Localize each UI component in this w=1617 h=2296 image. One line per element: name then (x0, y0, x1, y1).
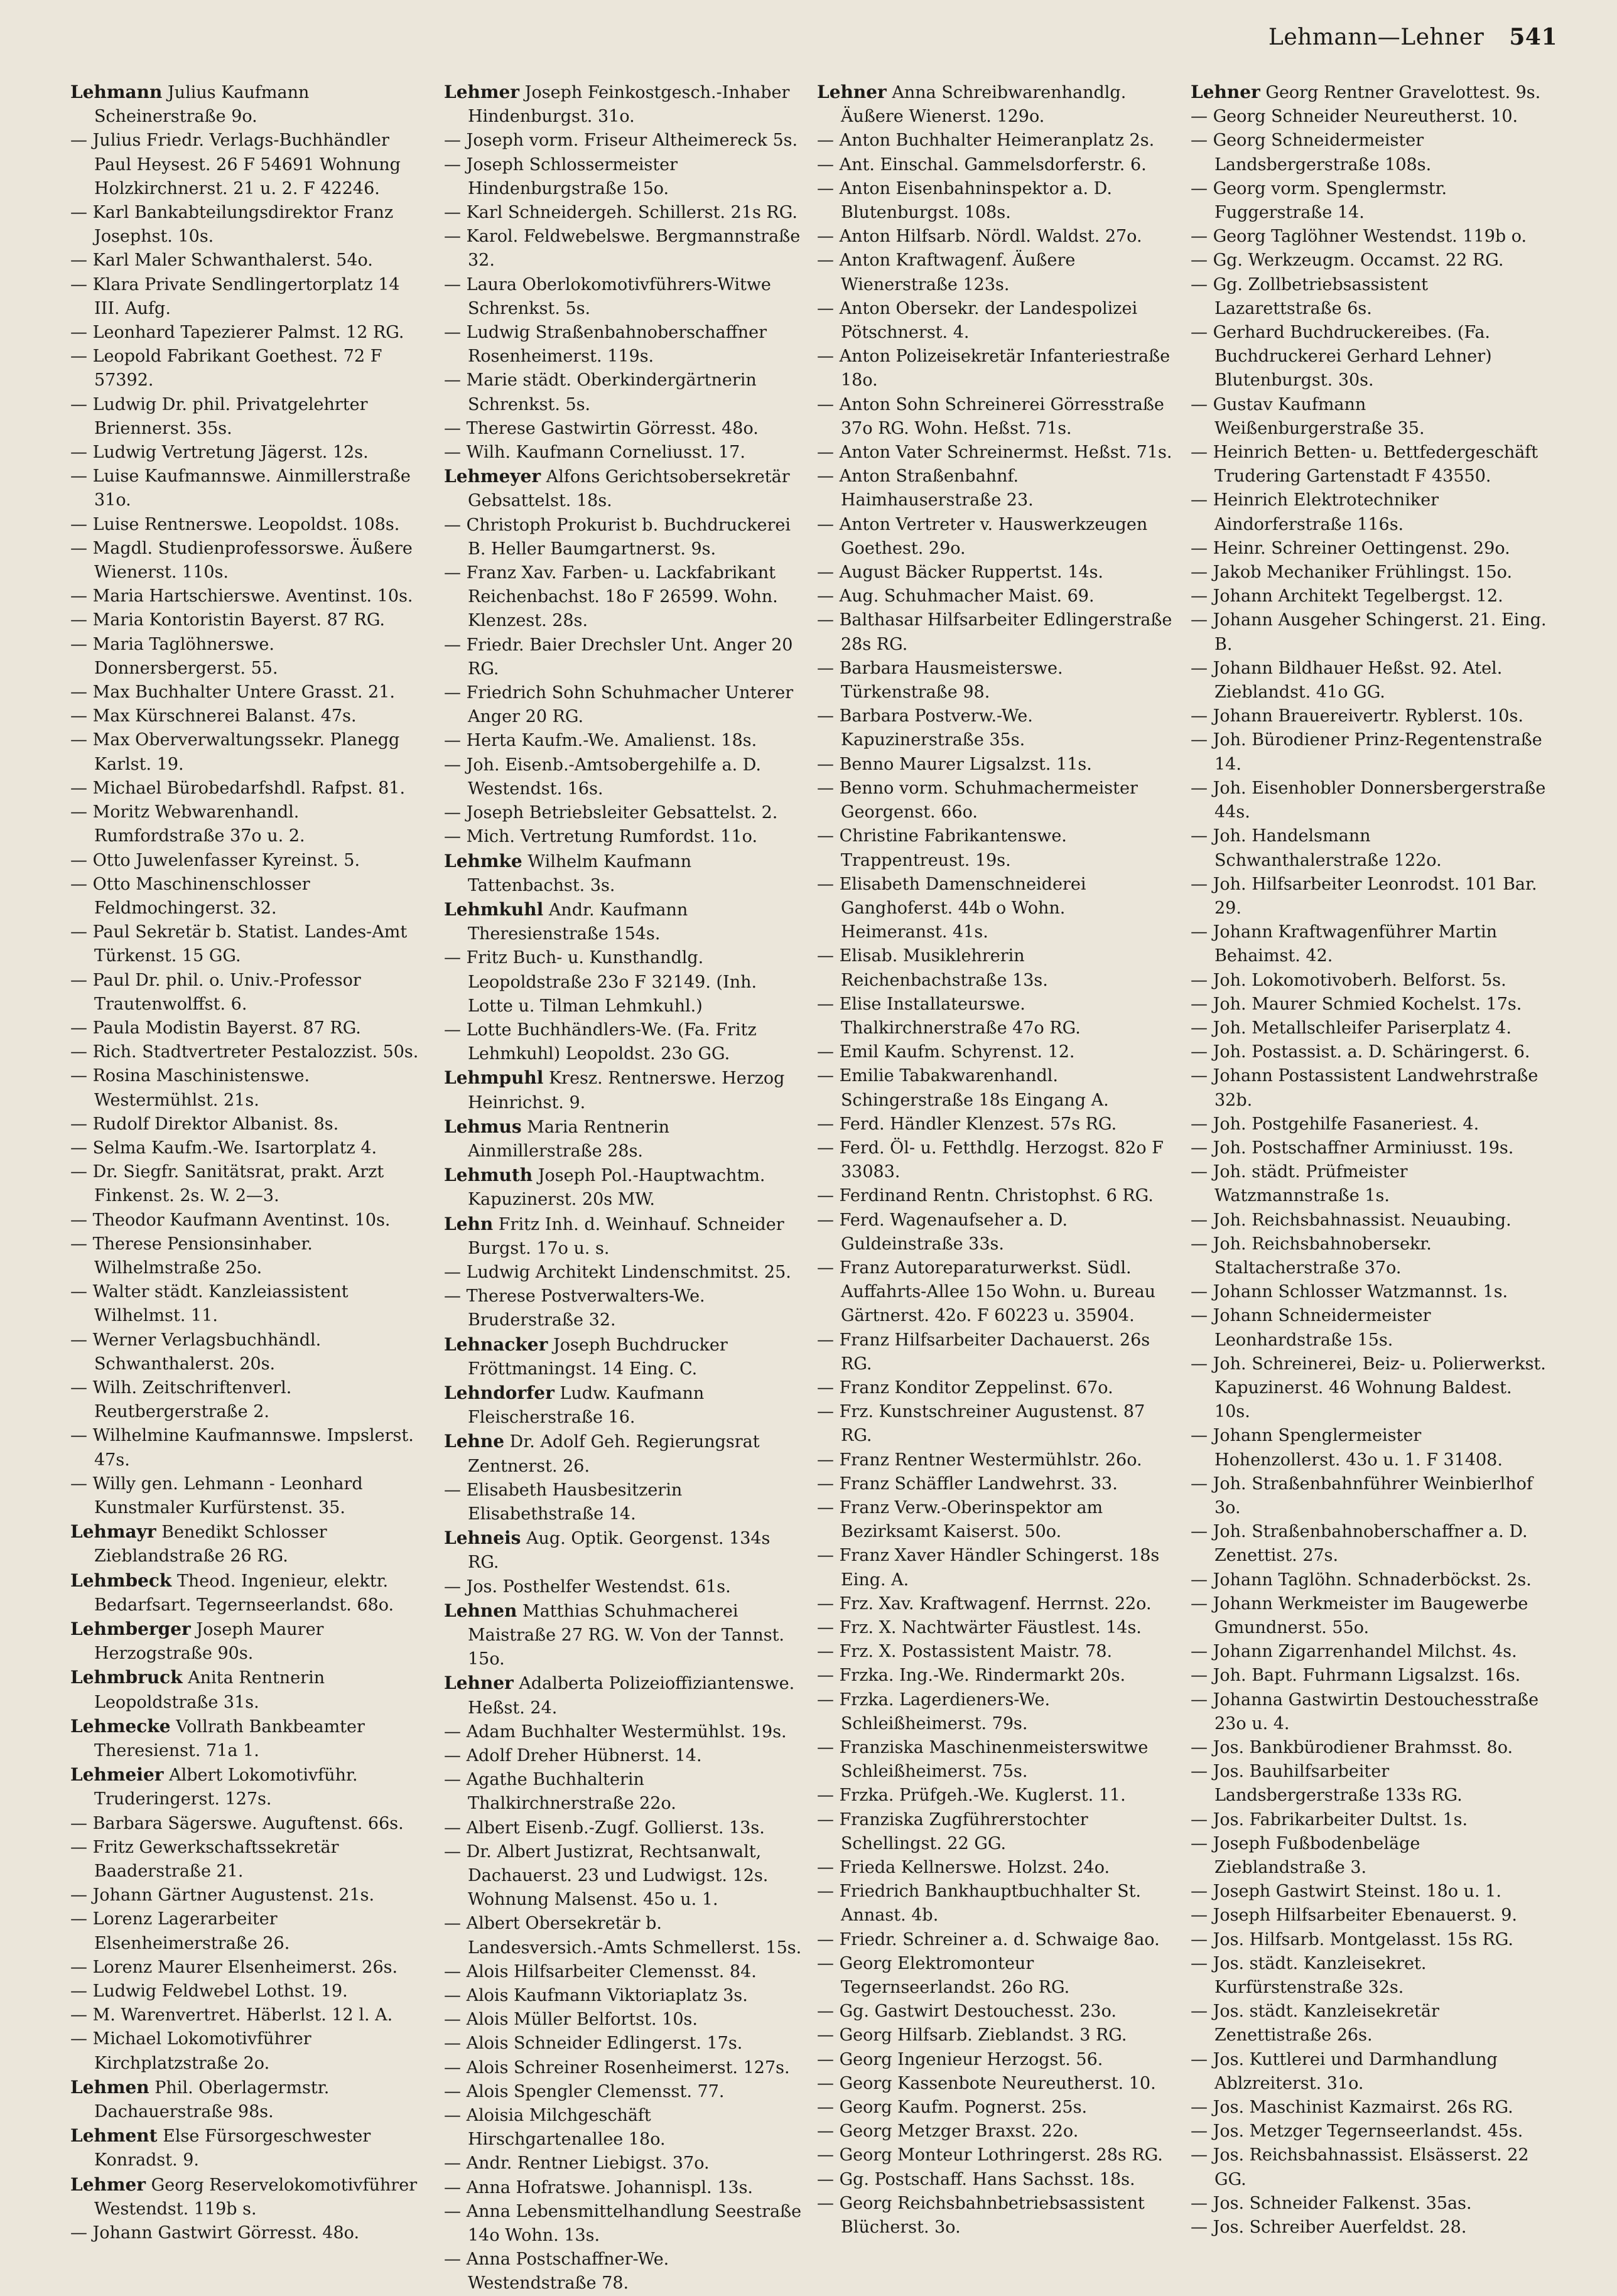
directory-entry: — Fritz Buch- u. Kunsthandlg. Leopoldstraße 23o F 32149. (Inh. Lotte u. Tilman Lehmkuhl.) (444, 948, 757, 1016)
column-2 (444, 80, 802, 2293)
column-3 (817, 80, 1175, 2238)
directory-entry: — Georg vorm. Spenglermstr. Fuggerstraße 14. (1191, 178, 1447, 223)
directory-entry: — Franz Autoreparaturwerkst. Südl. Auffahrts-Allee 15o Wohn. u. Bureau Gärtnerst. 42o. F 60223 u. 35904. (817, 1258, 1156, 1326)
directory-entry: — Heinrich Betten- u. Bettfedergeschäft Trudering Gartenstadt F 43550. (1191, 443, 1539, 487)
directory-entry: — Paul Dr. phil. o. Univ.-Professor Trautenwolffst. 6. (70, 970, 361, 1014)
directory-entry: — Joh. Eisenhobler Donnersbergerstraße 44s. (1191, 778, 1546, 822)
directory-entry: — Alois Müller Belfortst. 10s. (444, 2010, 698, 2030)
directory-entry: — Selma Kaufm.-We. Isartorplatz 4. (70, 1138, 377, 1158)
directory-entry: — Anton Vater Schreinermst. Heßst. 71s. (817, 443, 1172, 463)
directory-entry: — Leonhard Tapezierer Palmst. 12 RG. (70, 323, 404, 343)
directory-entry: — Franz Rentner Westermühlstr. 26o. (817, 1450, 1142, 1470)
column-1 (70, 80, 428, 2243)
directory-entry: — Jos. Kuttlerei und Darmhandlung Ablzreiterst. 31o. (1191, 2049, 1498, 2093)
directory-entry: — Jos. Posthelfer Westendst. 61s. (444, 1576, 731, 1597)
directory-entry: Lehneis Aug. Optik. Georgenst. 134s RG. (444, 1528, 771, 1573)
directory-entry: — Julius Friedr. Verlags-Buchhändler Paul Heysest. 26 F 54691 Wohnung Holzkirchnerst. 21 u. 2. F 42246. (70, 131, 401, 198)
directory-entry: Lehnacker Joseph Buchdrucker Fröttmaningst. 14 Eing. C. (444, 1334, 728, 1379)
directory-entry: — Elisabeth Damenschneiderei Ganghoferst. 44b o Wohn. Heimeranst. 41s. (817, 874, 1086, 942)
directory-entry: — Karl Maler Schwanthalerst. 54o. (70, 251, 373, 271)
directory-entry: Lehmkuhl Andr. Kaufmann Theresienstraße 154s. (444, 898, 688, 944)
directory-entry: — Aug. Schuhmacher Maist. 69. (817, 586, 1095, 606)
directory-entry: — Georg Metzger Braxst. 22o. (817, 2121, 1079, 2142)
directory-entry: — Georg Kassenbote Neureutherst. 10. (817, 2073, 1156, 2093)
directory-entry: — Alois Schreiner Rosenheimerst. 127s. (444, 2057, 790, 2078)
directory-entry: — Ludwig Dr. phil. Privatgelehrter Briennerst. 35s. (70, 394, 368, 438)
directory-entry: — Alois Schneider Edlingerst. 17s. (444, 2034, 743, 2054)
directory-entry: — Barbara Hausmeisterswe. Türkenstraße 98. (817, 658, 1063, 703)
directory-entry: — Joseph vorm. Friseur Altheimereck 5s. (444, 131, 798, 151)
directory-entry: — Max Kürschnerei Balanst. 47s. (70, 706, 357, 726)
directory-entry: — Alois Kaufmann Viktoriaplatz 3s. (444, 1986, 748, 2006)
directory-entry: — Ferd. Wagenaufseher a. D. Guldeinstraße 33s. (817, 1210, 1068, 1254)
directory-entry: Lehmbruck Anita Rentnerin Leopoldstraße 31s. (70, 1667, 325, 1712)
directory-entry: — Frz. Xav. Kraftwagenf. Herrnst. 22o. (817, 1593, 1152, 1614)
directory-entry: — Maria Taglöhnerswe. Donnersbergerst. 55. (70, 634, 278, 678)
directory-entry: — Joh. Maurer Schmied Kochelst. 17s. (1191, 994, 1522, 1014)
directory-entry: — Gerhard Buchdruckereibes. (Fa. Buchdruckerei Gerhard Lehner) Blutenburgst. 30s. (1191, 323, 1492, 391)
directory-entry: — Albert Obersekretär b. Landesversich.-Amts Schmellerst. 15s. (444, 1914, 802, 1958)
directory-entry: — Franz Konditor Zeppelinst. 67o. (817, 1377, 1113, 1398)
directory-entry: — Friedrich Bankhauptbuchhalter St. Annast. 4b. (817, 1882, 1142, 1926)
directory-entry: — M. Warenvertret. Häberlst. 12 l. A. (70, 2005, 393, 2025)
directory-entry: — Johann Kraftwagenführer Martin Behaimst. 42. (1191, 922, 1498, 966)
directory-entry: — Johann Gastwirt Görresst. 48o. (70, 2223, 360, 2243)
directory-entry: — Elisab. Musiklehrerin Reichenbachstraße 13s. (817, 946, 1048, 990)
directory-entry: — Frz. X. Postassistent Maistr. 78. (817, 1642, 1113, 1662)
directory-entry: — Dr. Albert Justizrat, Rechtsanwalt, Dachauerst. 23 und Ludwigst. 12s. Wohnung Malsenst. 45o u. 1. (444, 1841, 769, 1910)
directory-entry: — Friedr. Schreiner a. d. Schwaige 8ao. (817, 1929, 1160, 1949)
directory-entry: — Joh. Schreinerei, Beiz- u. Polierwerkst. Kapuzinerst. 46 Wohnung Baldest. 10s. (1191, 1354, 1546, 1422)
directory-entry: — Joh. Bürodiener Prinz-Regentenstraße 14. (1191, 730, 1542, 774)
directory-entry: — Luise Rentnerswe. Leopoldst. 108s. (70, 514, 400, 534)
directory-entry: — Georg Reichsbahnbetriebsassistent Blücherst. 3o. (817, 2193, 1145, 2238)
directory-entry: — Frieda Kellnerswe. Holzst. 24o. (817, 1858, 1110, 1878)
directory-entry: — Alois Hilfsarbeiter Clemensst. 84. (444, 1961, 757, 1981)
directory-entry: — Christine Fabrikantenswe. Trappentreust. 19s. (817, 826, 1067, 870)
directory-entry: — Otto Maschinenschlosser Feldmochingerst. 32. (70, 874, 310, 918)
directory-entry: — Walter städt. Kanzleiassistent Wilhelmst. 11. (70, 1282, 349, 1326)
directory-entry: — Anna Lebensmittelhandlung Seestraße 14o Wohn. 13s. (444, 2201, 802, 2246)
directory-entry: — Georg Monteur Lothringerst. 28s RG. (817, 2145, 1163, 2165)
directory-entry: — Jos. Metzger Tegernseerlandst. 45s. (1191, 2121, 1523, 2142)
directory-entry: — Franziska Maschinenmeisterswitwe Schleißheimerst. 75s. (817, 1738, 1149, 1782)
directory-entry: — Paula Modistin Bayerst. 87 RG. (70, 1018, 361, 1038)
directory-entry: — Balthasar Hilfsarbeiter Edlingerstraße 28s RG. (817, 610, 1172, 654)
directory-entry: Lehmer Georg Reservelokomotivführer Westendst. 119b s. (70, 2174, 418, 2219)
directory-entry: — Joh. städt. Prüfmeister Watzmannstraße 1s. (1191, 1162, 1408, 1206)
directory-entry: — Joh. Straßenbahnführer Weinbierlhof 3o. (1191, 1474, 1533, 1517)
directory-entry: Lehmbeck Theod. Ingenieur, elektr. Bedarfsart. Tegernseerlandst. 68o. (70, 1570, 394, 1615)
directory-entry: — Klara Private Sendlingertorplatz 14 III. Aufg. (70, 274, 400, 318)
directory-entry: — Johann Postassistent Landwehrstraße 32b. (1191, 1066, 1539, 1110)
directory-entry: — Therese Pensionsinhaber. Wilhelmstraße 25o. (70, 1234, 313, 1278)
directory-entry: — Franz Schäffler Landwehrst. 33. (817, 1474, 1118, 1494)
directory-entry: Lehmann Julius Kaufmann Scheinerstraße 9o. (70, 82, 310, 127)
directory-entry: — Anton Eisenbahninspektor a. D. Blutenburgst. 108s. (817, 178, 1112, 223)
directory-entry: — Rudolf Direktor Albanist. 8s. (70, 1114, 339, 1134)
directory-entry: — Benno Maurer Ligsalzst. 11s. (817, 754, 1092, 774)
directory-entry: Lehmus Maria Rentnerin Ainmillerstraße 28s. (444, 1116, 670, 1161)
directory-entry: — Adam Buchhalter Westermühlst. 19s. (444, 1722, 787, 1742)
directory-entry: — Moritz Webwarenhandl. Rumfordstraße 37o u. 2. (70, 802, 305, 846)
directory-entry: — Joh. Straßenbahnoberschaffner a. D. Zenettist. 27s. (1191, 1522, 1528, 1566)
directory-entry: Lehmke Wilhelm Kaufmann Tattenbachst. 3s. (444, 850, 692, 895)
directory-entry: — Joseph Schlossermeister Hindenburgstraße 15o. (444, 154, 678, 198)
directory-entry: — Ferd. Öl- u. Fetthdlg. Herzogst. 82o F 33083. (817, 1138, 1164, 1182)
directory-entry: Lehne Dr. Adolf Geh. Regierungsrat Zentnerst. 26. (444, 1431, 760, 1476)
directory-entry: — Therese Postverwalters-We. Bruderstraße 32. (444, 1286, 705, 1330)
directory-entry: — Gg. Zollbetriebsassistent Lazarettstraße 6s. (1191, 274, 1429, 318)
directory-entry: — Georg Taglöhner Westendst. 119b o. (1191, 227, 1527, 247)
directory-entry: — Maria Kontoristin Bayerst. 87 RG. (70, 610, 386, 630)
directory-entry: — Benno vorm. Schuhmachermeister Georgenst. 66o. (817, 778, 1138, 822)
directory-entry: — Joh. Hilfsarbeiter Leonrodst. 101 Bar. 29. (1191, 874, 1537, 918)
directory-entry: — Wilh. Kaufmann Corneliusst. 17. (444, 443, 745, 463)
directory-entry: — Georg Kaufm. Pognerst. 25s. (817, 2098, 1088, 2118)
directory-entry: — Ant. Einschal. Gammelsdorferstr. 6. (817, 154, 1147, 175)
directory-entry: — Johanna Gastwirtin Destouchesstraße 23o u. 4. (1191, 1690, 1539, 1733)
directory-entry: — Dr. Siegfr. Sanitätsrat, prakt. Arzt Finkenst. 2s. W. 2—3. (70, 1162, 384, 1206)
directory-entry: — Karl Bankabteilungsdirektor Franz Josephst. 10s. (70, 203, 394, 247)
directory-entry: — Franz Hilfsarbeiter Dachauerst. 26s RG. (817, 1330, 1150, 1374)
directory-entry: Lehner Georg Rentner Gravelottest. 9s. (1191, 82, 1541, 102)
directory-entry: Lehner Adalberta Polizeioffiziantenswe. Heßst. 24. (444, 1673, 795, 1718)
directory-entry: — Frz. X. Nachtwärter Fäustlest. 14s. (817, 1618, 1142, 1637)
directory-columns (70, 80, 1559, 2293)
directory-entry: — Anton Hilfsarb. Nördl. Waldst. 27o. (817, 227, 1142, 247)
directory-entry: Lehmeier Albert Lokomotivführ. Truderingerst. 127s. (70, 1764, 358, 1809)
directory-entry: — Georg Ingenieur Herzogst. 56. (817, 2049, 1103, 2069)
directory-entry: — Frzka. Lagerdieners-We. Schleißheimerst. 79s. (817, 1690, 1051, 1733)
directory-entry: — Wilh. Zeitschriftenverl. Reutbergerstraße 2. (70, 1377, 292, 1422)
directory-entry: — Emil Kaufm. Schyrenst. 12. (817, 1042, 1075, 1062)
directory-entry: — Theodor Kaufmann Aventinst. 10s. (70, 1210, 391, 1230)
directory-entry: — Gustav Kaufmann Weißenburgerstraße 35. (1191, 394, 1425, 438)
directory-entry: — Friedr. Baier Drechsler Unt. Anger 20 RG. (444, 635, 793, 679)
directory-entry: — Lotte Buchhändlers-We. (Fa. Fritz Lehmkuhl) Leopoldst. 23o GG. (444, 1020, 757, 1064)
directory-entry: — Georg Hilfsarb. Zieblandst. 3 RG. (817, 2025, 1127, 2045)
directory-entry: — Elise Installateurswe. Thalkirchnerstraße 47o RG. (817, 994, 1081, 1038)
directory-entry: — Ludwig Feldwebel Lothst. 19. (70, 1981, 348, 2002)
directory-entry: — Paul Sekretär b. Statist. Landes-Amt Türkenst. 15 GG. (70, 922, 408, 966)
directory-entry: — Emilie Tabakwarenhandl. Schingerstraße 18s Eingang A. (817, 1066, 1109, 1110)
directory-entry: — Joh. Eisenb.-Amtsobergehilfe a. D. Westendst. 16s. (444, 755, 762, 799)
directory-entry: — Willy gen. Lehmann - Leonhard Kunstmaler Kurfürstenst. 35. (70, 1474, 363, 1517)
directory-entry: — Johann Gärtner Augustenst. 21s. (70, 1885, 375, 1905)
page-header (1268, 24, 1557, 50)
directory-entry: — Franz Verw.-Oberinspektor am Bezirksamt Kaiserst. 50o. (817, 1497, 1103, 1542)
directory-entry: — Max Oberverwaltungssekr. Planegg Karlst. 19. (70, 730, 400, 774)
directory-entry: — Jos. Bankbürodiener Brahmsst. 8o. (1191, 1738, 1513, 1758)
directory-entry: — Lorenz Maurer Elsenheimerst. 26s. (70, 1957, 398, 1977)
directory-entry: — Georg Elektromonteur Tegernseerlandst. 26o RG. (817, 1953, 1070, 1998)
directory-entry: — Heinr. Schreiner Oettingenst. 29o. (1191, 538, 1510, 558)
directory-entry: — Michael Lokomotivführer Kirchplatzstraße 2o. (70, 2029, 311, 2073)
directory-entry: — Anton Obersekr. der Landespolizei Pötschnerst. 4. (817, 298, 1138, 343)
directory-entry: — Jos. städt. Kanzleisekret. Kurfürstenstraße 32s. (1191, 1953, 1427, 1998)
directory-entry: — Gg. Gastwirt Destouchesst. 23o. (817, 2002, 1117, 2022)
directory-entry: Lehmayr Benedikt Schlosser Zieblandstraße 26 RG. (70, 1521, 327, 1566)
directory-entry: — Joh. Reichsbahnobersekr. Staltacherstraße 37o. (1191, 1234, 1432, 1278)
directory-entry: — Jos. Schneider Falkenst. 35as. (1191, 2193, 1472, 2213)
directory-entry: — Joh. Handelsmann Schwanthalerstraße 122o. (1191, 826, 1442, 870)
directory-entry: — Joh. Postgehilfe Fasaneriest. 4. (1191, 1114, 1479, 1134)
directory-entry: — Alois Spengler Clemensst. 77. (444, 2081, 725, 2101)
directory-entry: — Rich. Stadtvertreter Pestalozzist. 50s. (70, 1042, 419, 1062)
directory-entry: — Anna Hofratswe. Johannispl. 13s. (444, 2177, 754, 2197)
running-head: Lehmann—Lehner (1268, 24, 1485, 50)
directory-entry: — Johann Ausgeher Schingerst. 21. Eing. B. (1191, 610, 1547, 654)
directory-entry: — Adolf Dreher Hübnerst. 14. (444, 1746, 702, 1766)
directory-entry: — Johann Bildhauer Heßst. 92. Atel. Zieblandst. 41o GG. (1191, 658, 1503, 703)
directory-entry: — Joh. Postassist. a. D. Schäringerst. 6. (1191, 1042, 1530, 1062)
directory-entry: — Joseph Gastwirt Steinst. 18o u. 1. (1191, 1882, 1501, 1902)
directory-entry: — Johann Schneidermeister Leonhardstraße 15s. (1191, 1306, 1431, 1350)
directory-entry: — Johann Zigarrenhandel Milchst. 4s. (1191, 1642, 1517, 1662)
directory-entry: — Lorenz Lagerarbeiter Elsenheimerstraße 26. (70, 1909, 290, 1953)
directory-entry: — Joh. Postschaffner Arminiusst. 19s. (1191, 1138, 1514, 1158)
directory-entry: — Georg Schneidermeister Landsbergerstraße 108s. (1191, 131, 1432, 175)
directory-entry: — Magdl. Studienprofessorswe. Äußere Wienerst. 110s. (70, 538, 413, 583)
directory-entry: — Luise Kaufmannswe. Ainmillerstraße 31o. (70, 466, 411, 510)
directory-entry: — Karol. Feldwebelswe. Bergmannstraße 32. (444, 227, 801, 271)
directory-entry: — Jos. Fabrikarbeiter Dultst. 1s. (1191, 1809, 1468, 1830)
directory-entry: — Karl Schneidergeh. Schillerst. 21s RG. (444, 203, 798, 223)
directory-entry: — Joh. Metallschleifer Pariserplatz 4. (1191, 1018, 1512, 1038)
directory-entry: — Marie städt. Oberkindergärtnerin Schrenkst. 5s. (444, 370, 757, 414)
directory-entry: — Elisabeth Hausbesitzerin Elisabethstraße 14. (444, 1480, 683, 1524)
directory-entry: Lehmpuhl Kresz. Rentnerswe. Herzog Heinrichst. 9. (444, 1067, 785, 1113)
directory-entry: — Laura Oberlokomotivführers-Witwe Schrenkst. 5s. (444, 274, 771, 318)
directory-entry: — Jos. städt. Kanzleisekretär Zenettistraße 26s. (1191, 2002, 1439, 2045)
directory-entry: — Rosina Maschinistenswe. Westermühlst. 21s. (70, 1066, 310, 1110)
directory-entry: — Aloisia Milchgeschäft Hirschgartenallee 18o. (444, 2106, 666, 2150)
directory-entry: — Joseph Fußbodenbeläge Zieblandstraße 3. (1191, 1833, 1420, 1878)
directory-entry: — Anton Straßenbahnf. Haimhauserstraße 23. (817, 466, 1034, 510)
directory-entry: — Ludwig Vertretung Jägerst. 12s. (70, 443, 369, 463)
directory-entry: — Joh. Reichsbahnassist. Neuaubing. (1191, 1210, 1512, 1230)
directory-entry: — Franz Xaver Händler Schingerst. 18s Eing. A. (817, 1546, 1160, 1590)
directory-entry: — Albert Eisenb.-Zugf. Gollierst. 13s. (444, 1818, 765, 1838)
directory-entry: — Anton Sohn Schreinerei Görresstraße 37o RG. Wohn. Heßst. 71s. (817, 394, 1164, 438)
page-number: 541 (1509, 24, 1557, 50)
directory-entry: — Johann Schlosser Watzmannst. 1s. (1191, 1282, 1508, 1302)
directory-entry: — Friedrich Sohn Schuhmacher Unterer Anger 20 RG. (444, 683, 794, 727)
directory-entry: — Johann Taglöhn. Schnaderböckst. 2s. (1191, 1570, 1532, 1590)
directory-entry: — Ludwig Architekt Lindenschmitst. 25. (444, 1262, 791, 1282)
directory-entry: — Fritz Gewerkschaftssekretär Baaderstraße 21. (70, 1837, 339, 1882)
directory-entry: — Anna Postschaffner-We. Westendstraße 78. (444, 2250, 669, 2293)
directory-entry: — Johann Spenglermeister Hohenzollerst. 43o u. 1. F 31408. (1191, 1426, 1503, 1470)
directory-entry: Lehn Fritz Inh. d. Weinhauf. Schneider Burgst. 17o u. s. (444, 1213, 784, 1258)
directory-entry: — Mich. Vertretung Rumfordst. 11o. (444, 827, 758, 847)
directory-entry: — Barbara Sägerswe. Auguftenst. 66s. (70, 1813, 404, 1833)
directory-entry: — Franziska Zugführerstochter Schellingst. 22 GG. (817, 1809, 1088, 1853)
directory-entry: — Johann Architekt Tegelbergst. 12. (1191, 586, 1503, 606)
directory-entry: — Jakob Mechaniker Frühlingst. 15o. (1191, 563, 1513, 583)
directory-entry: — Georg Schneider Neureutherst. 10. (1191, 107, 1518, 127)
directory-entry: — Anton Kraftwagenf. Äußere Wienerstraße 123s. (817, 251, 1076, 294)
directory-entry: Lehndorfer Ludw. Kaufmann Fleischerstraße 16. (444, 1382, 705, 1428)
directory-entry: — Michael Bürobedarfshdl. Rafpst. 81. (70, 778, 406, 798)
directory-entry: — Werner Verlagsbuchhändl. Schwanthalerst. 20s. (70, 1330, 322, 1374)
directory-entry: — Wilhelmine Kaufmannswe. Impslerst. 47s. (70, 1426, 414, 1470)
directory-entry: — Jos. Bauhilfsarbeiter Landsbergerstraße 133s RG. (1191, 1762, 1463, 1806)
directory-entry: — Anton Vertreter v. Hauswerkzeugen Goethest. 29o. (817, 514, 1148, 558)
directory-entry: — Barbara Postverw.-We. Kapuzinerstraße 35s. (817, 706, 1033, 750)
directory-entry: — Anton Buchhalter Heimeranplatz 2s. (817, 131, 1155, 151)
directory-entry: Lehmberger Joseph Maurer Herzogstraße 90s. (70, 1619, 324, 1664)
directory-entry: Lehmer Joseph Feinkostgesch.-Inhaber Hindenburgst. 31o. (444, 82, 790, 127)
directory-entry: — Leopold Fabrikant Goethest. 72 F 57392. (70, 347, 382, 391)
directory-entry: Lehmecke Vollrath Bankbeamter Theresienst. 71a 1. (70, 1715, 365, 1761)
directory-entry: Lehner Anna Schreibwarenhandlg. Äußere Wienerst. 129o. (817, 82, 1127, 127)
directory-entry: Lehnen Matthias Schuhmacherei Maistraße 27 RG. W. Von der Tannst. 15o. (444, 1600, 784, 1669)
directory-entry: — Gg. Postschaff. Hans Sachsst. 18s. (817, 2169, 1135, 2189)
directory-entry: — Johann Werkmeister im Baugewerbe Gmundnerst. 55o. (1191, 1593, 1528, 1637)
directory-entry: — Jos. Maschinist Kazmairst. 26s RG. (1191, 2098, 1513, 2118)
directory-entry: — Andr. Rentner Liebigst. 37o. (444, 2153, 710, 2174)
directory-entry: — Therese Gastwirtin Görresst. 48o. (444, 418, 759, 438)
directory-entry: — Herta Kaufm.-We. Amalienst. 18s. (444, 731, 757, 751)
directory-entry: — Joh. Bapt. Fuhrmann Ligsalzst. 16s. (1191, 1666, 1521, 1686)
directory-entry: — Ferd. Händler Klenzest. 57s RG. (817, 1114, 1117, 1134)
directory-entry: — Gg. Werkzeugm. Occamst. 22 RG. (1191, 251, 1504, 271)
directory-entry: — Otto Juwelenfasser Kyreinst. 5. (70, 850, 360, 870)
directory-entry: — Anton Polizeisekretär Infanteriestraße 18o. (817, 347, 1171, 391)
directory-entry: — Maria Hartschierswe. Aventinst. 10s. (70, 586, 413, 606)
directory-entry: — Frz. Kunstschreiner Augustenst. 87 RG. (817, 1402, 1145, 1446)
directory-entry: — Frzka. Ing.-We. Rindermarkt 20s. (817, 1666, 1126, 1686)
directory-entry: — Agathe Buchhalterin Thalkirchnerstraße 22o. (444, 1770, 676, 1814)
directory-entry: — Jos. Schreiber Auerfeldst. 28. (1191, 2218, 1467, 2238)
directory-entry: — Joh. Lokomotivoberh. Belforst. 5s. (1191, 970, 1506, 990)
directory-entry: — Johann Brauereivertr. Ryblerst. 10s. (1191, 706, 1523, 726)
directory-entry: — Frzka. Prüfgeh.-We. Kuglerst. 11. (817, 1786, 1126, 1806)
directory-entry: — Joseph Betriebsleiter Gebsattelst. 2. (444, 803, 778, 823)
directory-entry: Lehment Else Fürsorgeschwester Konradst. 9. (70, 2125, 371, 2170)
directory-entry: — Heinrich Elektrotechniker Aindorferstraße 116s. (1191, 490, 1439, 534)
column-4 (1191, 80, 1549, 2238)
directory-entry: — Ludwig Straßenbahnoberschaffner Rosenheimerst. 119s. (444, 323, 767, 367)
directory-entry: — Max Buchhalter Untere Grasst. 21. (70, 682, 395, 703)
directory-entry: — Jos. Reichsbahnassist. Elsässerst. 22 GG. (1191, 2145, 1529, 2189)
directory-entry: — Jos. Hilfsarb. Montgelasst. 15s RG. (1191, 1929, 1513, 1949)
directory-entry: Lehmuth Joseph Pol.-Hauptwachtm. Kapuzinerst. 20s MW. (444, 1165, 765, 1210)
directory-entry: — August Bäcker Ruppertst. 14s. (817, 563, 1104, 583)
directory-entry: — Franz Xav. Farben- u. Lackfabrikant Reichenbachst. 18o F 26599. Wohn. Klenzest. 28s. (444, 563, 778, 631)
directory-entry: — Christoph Prokurist b. Buchdruckerei B. Heller Baumgartnerst. 9s. (444, 515, 791, 559)
directory-entry: — Ferdinand Rentn. Christophst. 6 RG. (817, 1186, 1154, 1206)
directory-entry: Lehmen Phil. Oberlagermstr. Dachauerstraße 98s. (70, 2076, 330, 2122)
directory-entry: — Joseph Hilfsarbeiter Ebenauerst. 9. (1191, 1905, 1518, 1926)
directory-entry: Lehmeyer Alfons Gerichtsobersekretär Gebsattelst. 18s. (444, 466, 790, 511)
